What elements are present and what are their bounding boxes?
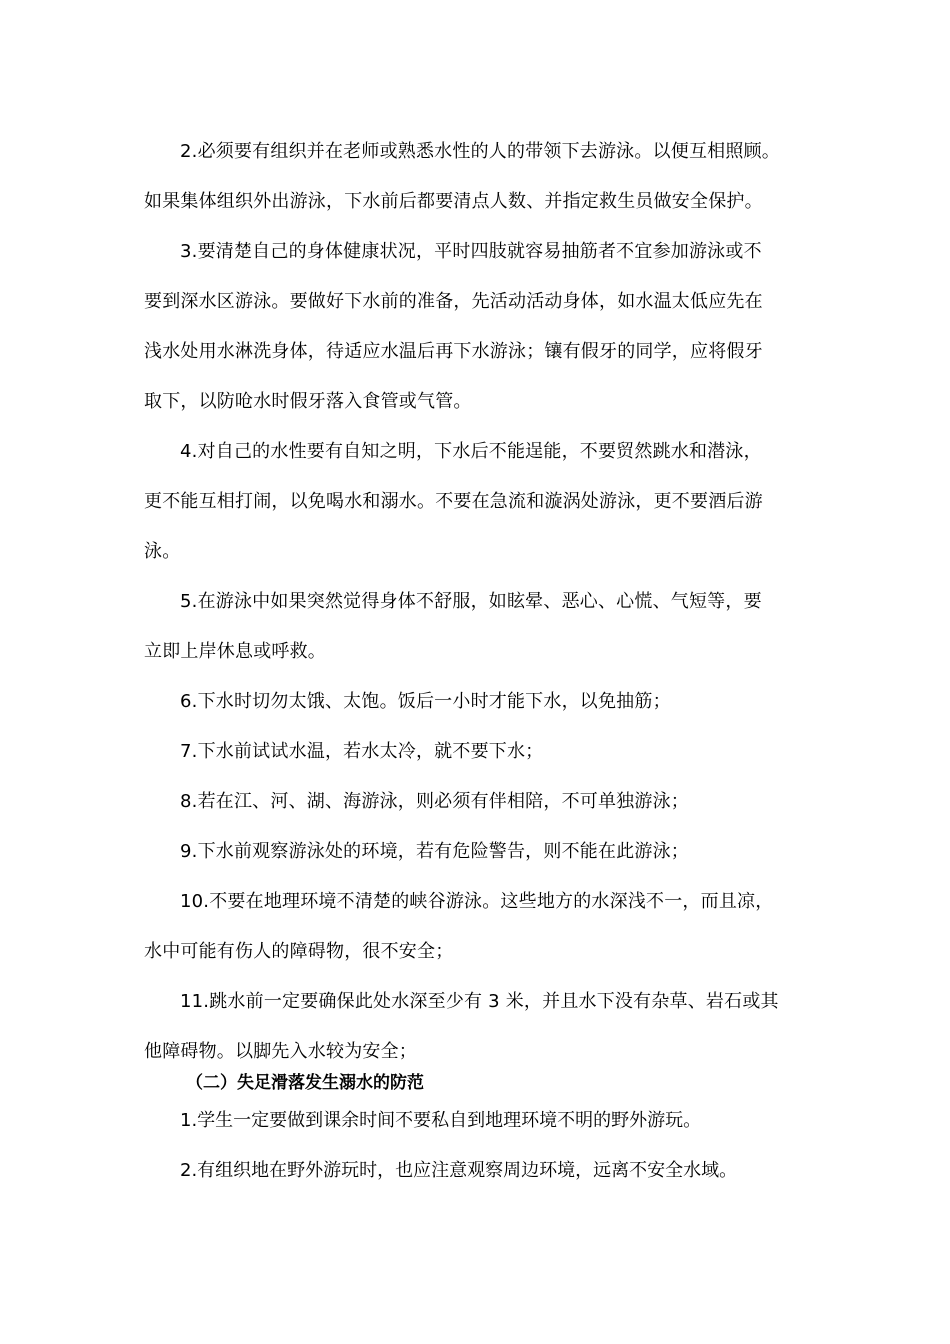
- body-line: 取下，以防呛水时假牙落入食管或气管。: [144, 391, 472, 412]
- body-line: 泳。: [144, 541, 181, 562]
- body-line: 更不能互相打闹，以免喝水和溺水。不要在急流和漩涡处游泳，更不要酒后游: [144, 491, 763, 512]
- body-line: 7.下水前试试水温，若水太冷，就不要下水；: [180, 741, 544, 762]
- section-heading: （二）失足滑落发生溺水的防范: [186, 1073, 424, 1093]
- body-line: 要到深水区游泳。要做好下水前的准备，先活动活动身体，如水温太低应先在: [144, 291, 763, 312]
- body-line: 4.对自己的水性要有自知之明，下水后不能逞能，不要贸然跳水和潜泳，: [180, 441, 762, 462]
- body-line: 他障碍物。以脚先入水较为安全；: [144, 1041, 417, 1062]
- body-line: 11.跳水前一定要确保此处水深至少有 3 米，并且水下没有杂草、岩石或其: [180, 991, 779, 1012]
- body-line: 5.在游泳中如果突然觉得身体不舒服，如眩晕、恶心、心慌、气短等，要: [180, 591, 762, 612]
- body-line: 3.要清楚自己的身体健康状况，平时四肢就容易抽筋者不宜参加游泳或不: [180, 241, 762, 262]
- body-line: 8.若在江、河、湖、海游泳，则必须有伴相陪，不可单独游泳；: [180, 791, 689, 812]
- body-line: 如果集体组织外出游泳，下水前后都要清点人数、并指定救生员做安全保护。: [144, 191, 763, 212]
- body-line: 浅水处用水淋洗身体，待适应水温后再下水游泳；镶有假牙的同学，应将假牙: [144, 341, 763, 362]
- section-line: 2.有组织地在野外游玩时，也应注意观察周边环境，远离不安全水域。: [180, 1160, 738, 1181]
- body-line: 水中可能有伤人的障碍物，很不安全；: [144, 941, 454, 962]
- section-line: 1.学生一定要做到课余时间不要私自到地理环境不明的野外游玩。: [180, 1110, 702, 1131]
- body-line: 10.不要在地理环境不清楚的峡谷游泳。这些地方的水深浅不一，而且凉，: [180, 891, 774, 912]
- body-line: 立即上岸休息或呼救。: [144, 641, 326, 662]
- body-line: 2.必须要有组织并在老师或熟悉水性的人的带领下去游泳。以便互相照顾。: [180, 141, 780, 162]
- body-line: 9.下水前观察游泳处的环境，若有危险警告，则不能在此游泳；: [180, 841, 689, 862]
- body-line: 6.下水时切勿太饿、太饱。饭后一小时才能下水，以免抽筋；: [180, 691, 671, 712]
